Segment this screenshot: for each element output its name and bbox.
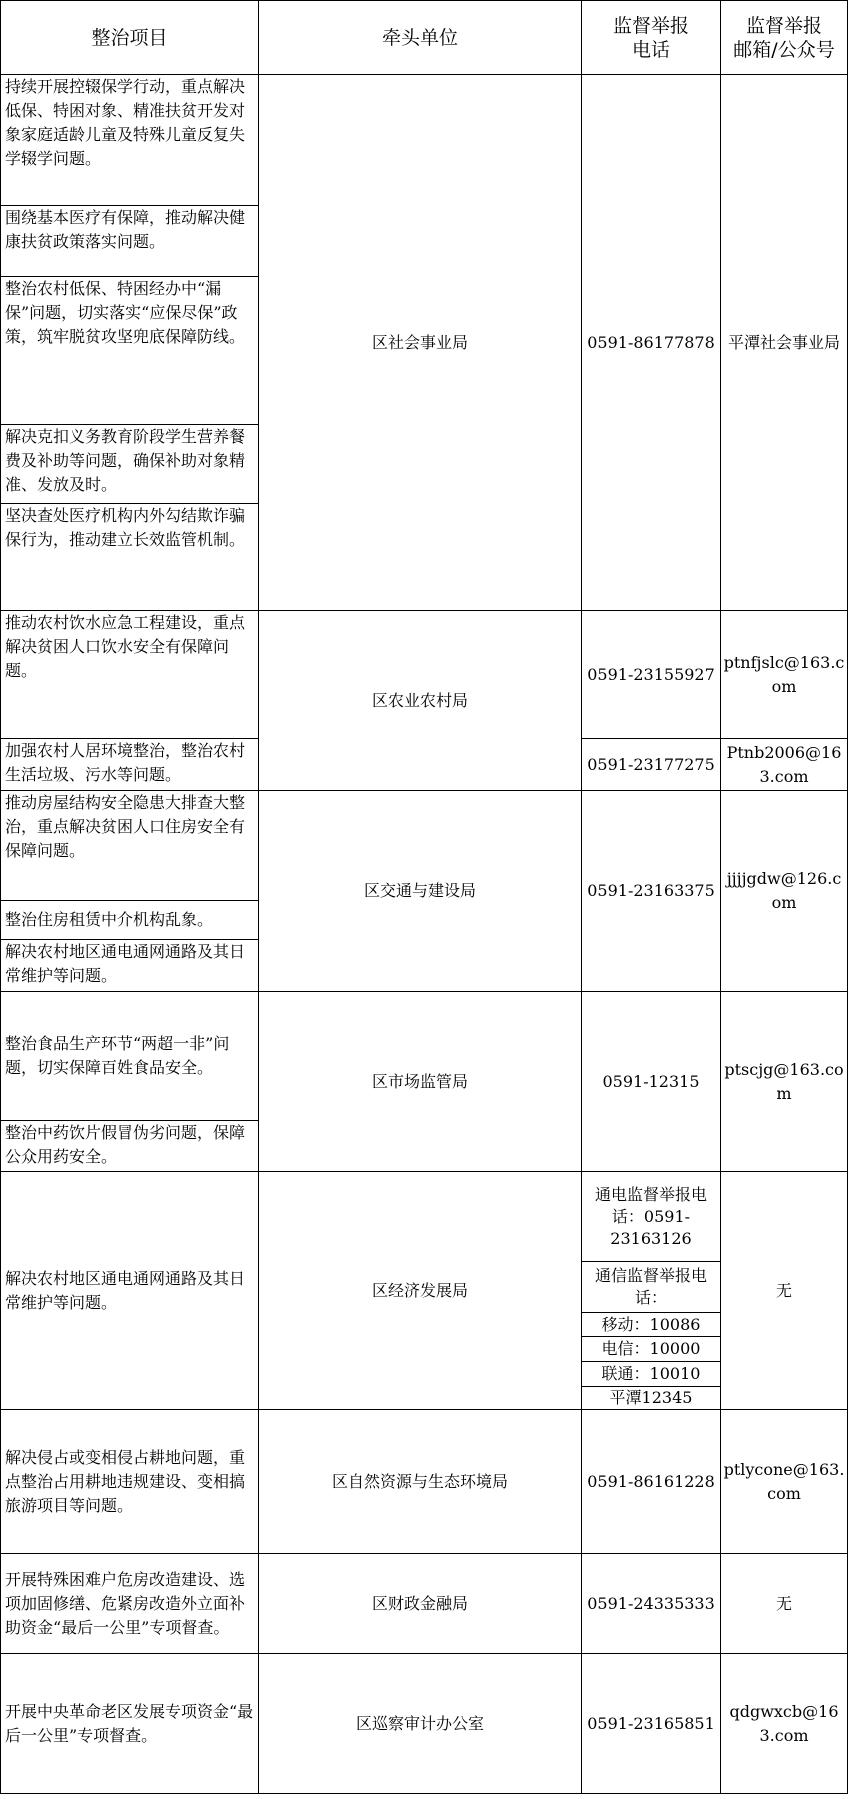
mail-cell: Ptnb2006@163.com <box>721 739 848 791</box>
item-cell: 解决农村地区通电通网通路及其日常维护等问题。 <box>1 1172 259 1410</box>
table-row <box>1 1554 848 1654</box>
phone-cell: 通电监督举报电话：0591-23163126 <box>582 1172 721 1262</box>
unit-cell: 区市场监管局 <box>259 992 582 1172</box>
unit-cell: 区财政金融局 <box>259 1554 582 1654</box>
table-row <box>1 75 848 206</box>
unit-cell: 区自然资源与生态环境局 <box>259 1410 582 1554</box>
phone-cell: 0591-23163375 <box>582 791 721 992</box>
phone-cell: 0591-12315 <box>582 992 721 1172</box>
phone-cell: 联通：10010 <box>582 1362 721 1387</box>
phone-cell: 0591-86161228 <box>582 1410 721 1554</box>
header-phone: 监督举报 电话 <box>582 1 721 75</box>
item-cell: 整治住房租赁中介机构乱象。 <box>1 901 259 940</box>
table-row <box>1 791 848 901</box>
unit-cell: 区经济发展局 <box>259 1172 582 1410</box>
unit-cell: 区社会事业局 <box>259 75 582 611</box>
item-cell: 推动房屋结构安全隐患大排查大整治，重点解决贫困人口住房安全有保障问题。 <box>1 791 259 901</box>
item-cell: 围绕基本医疗有保障，推动解决健康扶贫政策落实问题。 <box>1 206 259 277</box>
header-unit: 牵头单位 <box>259 1 582 75</box>
unit-cell: 区农业农村局 <box>259 611 582 791</box>
item-cell: 加强农村人居环境整治，整治农村生活垃圾、污水等问题。 <box>1 739 259 791</box>
unit-cell: 区巡察审计办公室 <box>259 1654 582 1794</box>
mail-cell: jjjjgdw@126.com <box>721 791 848 992</box>
phone-cell: 电信：10000 <box>582 1337 721 1362</box>
table-row <box>1 611 848 739</box>
phone-cell: 平潭12345 <box>582 1387 721 1410</box>
phone-cell: 通信监督举报电话： <box>582 1262 721 1313</box>
unit-cell: 区交通与建设局 <box>259 791 582 992</box>
header-item: 整治项目 <box>1 1 259 75</box>
mail-cell: 无 <box>721 1172 848 1410</box>
mail-cell: ptscjg@163.com <box>721 992 848 1172</box>
item-cell: 整治中药饮片假冒伪劣问题，保障公众用药安全。 <box>1 1121 259 1172</box>
phone-cell: 0591-24335333 <box>582 1554 721 1654</box>
item-cell: 整治农村低保、特困经办中“漏保”问题，切实落实“应保尽保”政策，筑牢脱贫攻坚兜底保障防线。 <box>1 277 259 425</box>
table-row <box>1 992 848 1121</box>
phone-cell: 0591-23177275 <box>582 739 721 791</box>
item-cell: 解决农村地区通电通网通路及其日常维护等问题。 <box>1 940 259 992</box>
table-row <box>1 1410 848 1554</box>
table-row <box>1 1654 848 1794</box>
phone-cell: 0591-23155927 <box>582 611 721 739</box>
item-cell: 整治食品生产环节“两超一非”问题，切实保障百姓食品安全。 <box>1 992 259 1121</box>
phone-cell: 移动：10086 <box>582 1313 721 1337</box>
mail-cell: ptlycone@163.com <box>721 1410 848 1554</box>
table-row <box>1 1172 848 1262</box>
item-cell: 解决克扣义务教育阶段学生营养餐费及补助等问题，确保补助对象精准、发放及时。 <box>1 425 259 504</box>
item-cell: 推动农村饮水应急工程建设，重点解决贫困人口饮水安全有保障问题。 <box>1 611 259 739</box>
item-cell: 解决侵占或变相侵占耕地问题，重点整治占用耕地违规建设、变相搞旅游项目等问题。 <box>1 1410 259 1554</box>
mail-cell: qdgwxcb@163.com <box>721 1654 848 1794</box>
mail-cell: 平潭社会事业局 <box>721 75 848 611</box>
mail-cell: 无 <box>721 1554 848 1654</box>
item-cell: 开展特殊困难户危房改造建设、选项加固修缮、危紧房改造外立面补助资金“最后一公里”专项督查。 <box>1 1554 259 1654</box>
header-mail: 监督举报 邮箱/公众号 <box>721 1 848 75</box>
item-cell: 开展中央革命老区发展专项资金“最后一公里”专项督查。 <box>1 1654 259 1794</box>
phone-cell: 0591-23165851 <box>582 1654 721 1794</box>
item-cell: 持续开展控辍保学行动，重点解决低保、特困对象、精准扶贫开发对象家庭适龄儿童及特殊儿童反复失学辍学问题。 <box>1 75 259 206</box>
header-row <box>1 1 848 75</box>
phone-cell: 0591-86177878 <box>582 75 721 611</box>
mail-cell: ptnfjslc@163.com <box>721 611 848 739</box>
item-cell: 坚决查处医疗机构内外勾结欺诈骗保行为，推动建立长效监管机制。 <box>1 504 259 611</box>
